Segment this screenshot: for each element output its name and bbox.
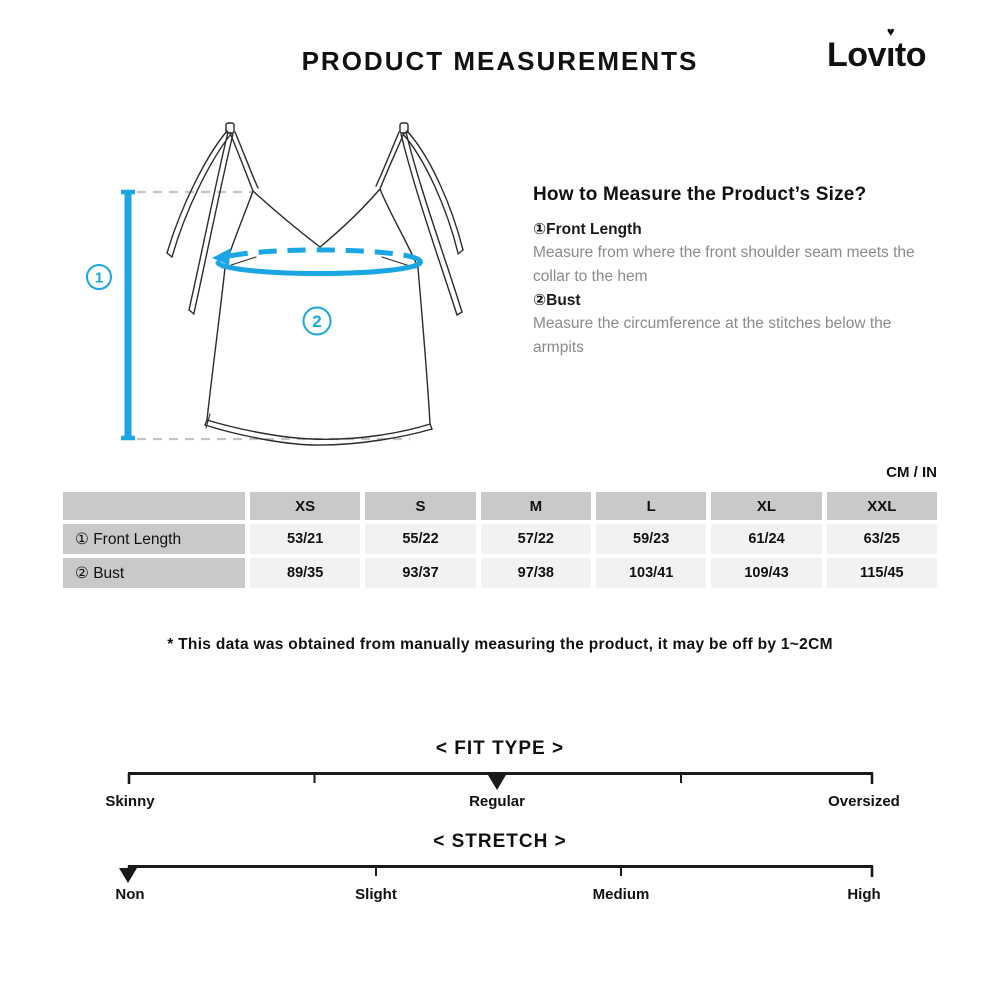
bust-l: 103/41 <box>596 558 706 588</box>
col-header-xxl: XXL <box>827 492 937 520</box>
fit-type-marker-icon <box>488 775 506 790</box>
fit-label-regular: Regular <box>469 793 525 810</box>
front-length-xxl: 63/25 <box>827 524 937 554</box>
size-table <box>63 492 937 588</box>
bust-s: 93/37 <box>365 558 475 588</box>
front-length-l: 59/23 <box>596 524 706 554</box>
stretch-scale <box>0 858 1000 918</box>
col-header-s: S <box>365 492 475 520</box>
how-to-heading: How to Measure the Product’s Size? <box>533 184 867 205</box>
svg-text:1: 1 <box>94 269 104 287</box>
stretch-label-high: High <box>847 886 881 903</box>
row-label-front-length: ① Front Length <box>63 524 245 554</box>
front-length-xl: 61/24 <box>711 524 821 554</box>
dashed-guide-lines <box>137 192 410 439</box>
col-header-m: M <box>481 492 591 520</box>
logo-text-post: to <box>894 36 926 74</box>
table-corner-cell <box>63 492 245 520</box>
measure-arrow-icon <box>212 248 231 265</box>
col-header-xl: XL <box>711 492 821 520</box>
measure-item-1-name: ①Front Length <box>533 221 642 238</box>
page-title: PRODUCT MEASUREMENTS <box>301 46 699 76</box>
front-length-xs: 53/21 <box>250 524 360 554</box>
measure-item-2-name: ②Bust <box>533 292 581 310</box>
col-header-l: L <box>596 492 706 520</box>
row-label-bust: ② Bust <box>63 558 245 588</box>
svg-text:2: 2 <box>312 312 322 331</box>
measure-item-1-desc: Measure from where the front shoulder seam meets the collar to the hem <box>533 244 915 286</box>
fit-type-title: < FIT TYPE > <box>435 738 565 759</box>
stretch-label-non: Non <box>115 886 145 903</box>
logo-text-pre: Lov <box>827 36 886 74</box>
bust-xl: 109/43 <box>711 558 821 588</box>
fit-type-scale <box>0 765 1000 825</box>
bust-xs: 89/35 <box>250 558 360 588</box>
brand-logo <box>827 24 926 75</box>
front-length-s: 55/22 <box>365 524 475 554</box>
marker-2-badge <box>304 308 331 335</box>
stretch-label-medium: Medium <box>592 886 650 903</box>
fit-label-oversized: Oversized <box>828 793 900 810</box>
garment-measurement-diagram <box>60 110 500 460</box>
stretch-marker-icon <box>119 868 137 883</box>
unit-label: CM / IN <box>886 464 937 481</box>
bust-m: 97/38 <box>481 558 591 588</box>
marker-1-badge <box>87 265 111 289</box>
heart-icon: ♥ <box>886 24 895 39</box>
stretch-label-slight: Slight <box>355 886 397 903</box>
bust-xxl: 115/45 <box>827 558 937 588</box>
front-length-m: 57/22 <box>481 524 591 554</box>
camisole-drawing <box>167 123 463 445</box>
fit-label-skinny: Skinny <box>105 793 155 810</box>
logo-letter-i: ♥ ı <box>885 24 895 74</box>
col-header-xs: XS <box>250 492 360 520</box>
measure-item-2-desc: Measure the circumference at the stitches below the armpits <box>533 315 892 357</box>
stretch-title: < STRETCH > <box>433 831 567 852</box>
disclaimer-note: * This data was obtained from manually measuring the product, it may be off by 1~2CM <box>167 636 833 653</box>
how-to-measure-section <box>533 184 923 362</box>
front-length-measure-line <box>121 192 135 438</box>
